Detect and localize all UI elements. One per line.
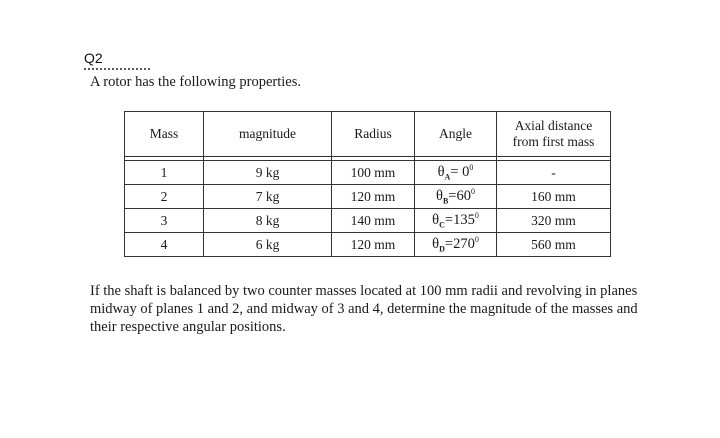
cell-mass: 1 <box>125 161 204 185</box>
table-header-row <box>125 112 611 157</box>
angle-degree-mark: 0 <box>474 211 479 221</box>
angle-value: =135 <box>444 211 475 228</box>
header-radius: Radius <box>332 112 415 157</box>
cell-radius: 120 mm <box>332 233 415 257</box>
angle-symbol: θ <box>432 235 440 252</box>
angle-degree-mark: 0 <box>474 235 479 245</box>
problem-statement: If the shaft is balanced by two counter masses located at 100 mm radii and revolving in planes midway of planes 1 and 2, and midway of 3 and 4, determine the magnitude of the masses and their respective angular positions. <box>90 283 638 335</box>
angle-degree-mark: 0 <box>469 163 474 173</box>
cell-mass: 4 <box>125 233 204 257</box>
cell-mass: 2 <box>125 185 204 209</box>
question-label: Q2 <box>84 50 103 66</box>
table-row <box>125 161 611 185</box>
table-row <box>125 185 611 209</box>
question-underline <box>84 68 150 70</box>
cell-angle <box>415 161 497 185</box>
cell-angle <box>415 209 497 233</box>
cell-axial: 320 mm <box>497 209 611 233</box>
angle-value: =60 <box>448 187 471 204</box>
cell-axial: - <box>497 161 611 185</box>
cell-magnitude: 7 kg <box>204 185 332 209</box>
cell-radius: 100 mm <box>332 161 415 185</box>
intro-text: A rotor has the following properties. <box>90 74 302 90</box>
header-magnitude: magnitude <box>204 112 332 157</box>
cell-magnitude: 6 kg <box>204 233 332 257</box>
cell-magnitude: 8 kg <box>204 209 332 233</box>
angle-subscript: D <box>439 244 445 254</box>
header-axial-line2: from first mass <box>512 134 595 149</box>
angle-subscript: A <box>444 172 451 182</box>
header-axial-distance <box>497 112 611 157</box>
angle-subscript: C <box>439 220 445 230</box>
angle-symbol: θ <box>436 187 443 204</box>
header-axial-line1: Axial distance <box>514 118 593 133</box>
cell-mass: 3 <box>125 209 204 233</box>
cell-angle <box>415 185 497 209</box>
angle-value: = 0 <box>450 163 470 180</box>
angle-degree-mark: 0 <box>470 187 475 197</box>
cell-angle <box>415 233 497 257</box>
table-row <box>125 209 611 233</box>
table-row <box>125 233 611 257</box>
angle-value: =270 <box>444 235 475 252</box>
cell-axial: 560 mm <box>497 233 611 257</box>
angle-subscript: B <box>442 196 449 206</box>
angle-symbol: θ <box>437 163 445 180</box>
cell-magnitude: 9 kg <box>204 161 332 185</box>
header-mass: Mass <box>125 112 204 157</box>
rotor-properties-table <box>124 111 611 257</box>
header-angle: Angle <box>415 112 497 157</box>
angle-symbol: θ <box>432 211 440 228</box>
cell-radius: 120 mm <box>332 185 415 209</box>
cell-radius: 140 mm <box>332 209 415 233</box>
cell-axial: 160 mm <box>497 185 611 209</box>
